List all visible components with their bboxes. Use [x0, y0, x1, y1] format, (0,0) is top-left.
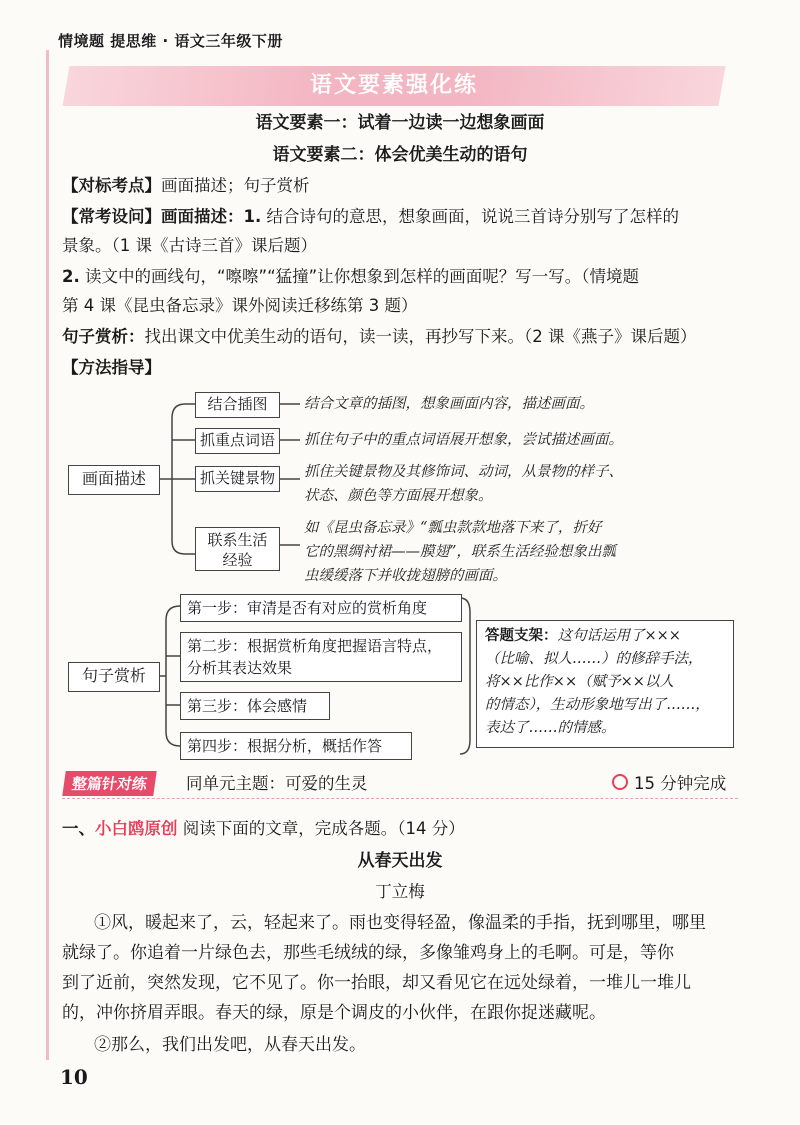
hm-item-2: 抓重点词语: [195, 428, 280, 454]
hm-desc-4-l3: 虫缓缓落下并收拢翅膀的画面。: [304, 568, 507, 584]
article-author: 丁立梅: [375, 882, 425, 901]
q1-instruction: 阅读下面的文章，完成各题。（14 分）: [182, 819, 465, 838]
jz-step-3: 第三步：体会感情: [180, 692, 330, 720]
article-paragraph-1: [62, 908, 752, 1028]
jz-step-2: [180, 632, 462, 682]
practice-time: 15 分钟完成: [634, 774, 727, 793]
jz-step-1: 第一步：审清是否有对应的赏析角度: [180, 594, 462, 622]
jz-step-2-l1: 第二步：根据赏析角度把握语言特点，: [187, 637, 443, 655]
answer-l1: 这句话运用了×××: [557, 628, 681, 644]
q3-label: 句子赏析：: [62, 327, 145, 346]
p1-l1: ①风，暖起来了，云，轻起来了。雨也变得轻盈，像温柔的手指，抚到哪里，哪里: [94, 913, 706, 933]
jz-step-2-l2: 分析其表达效果: [187, 659, 293, 677]
element-one: 语文要素一：试着一边读一边想象画面: [255, 113, 545, 133]
q1-label: 画面描述：: [161, 207, 244, 226]
article-paragraph-2: ②那么，我们出发吧，从春天出发。: [94, 1035, 366, 1055]
running-header: 情境题 提思维 · 语文三年级下册: [58, 32, 283, 50]
hm-item-1: 结合插图: [195, 392, 280, 418]
q3-text: 找出课文中优美生动的语句，读一读，再抄写下来。（2 课《燕子》课后题）: [144, 327, 697, 346]
hm-desc-4-l2: 它的黑绸衬裙——膜翅”，联系生活经验想象出瓢: [304, 544, 616, 560]
q2-text: 读文中的画线句，“嚓嚓”“猛撞”让你想象到怎样的画面呢？写一写。（情境题: [85, 267, 639, 286]
q1-number: 一、: [62, 819, 95, 838]
answer-frame: [476, 620, 734, 748]
hm-root-box: 画面描述: [68, 465, 160, 495]
jz-step-4: 第四步：根据分析，概括作答: [180, 732, 412, 760]
hm-desc-3: [304, 460, 623, 508]
answer-l4: 的情态），生动形象地写出了……，: [485, 697, 710, 713]
sheji-label: 【常考设问】: [62, 207, 161, 226]
hm-desc-4: [304, 516, 616, 588]
hm-item-3: 抓关键景物: [195, 466, 280, 492]
article-title: 从春天出发: [357, 851, 443, 871]
fangfa-label: 【方法指导】: [62, 358, 161, 377]
q1-text: 结合诗句的意思，想象画面，说说三首诗分别写了怎样的: [266, 207, 679, 226]
q2-num: 2.: [62, 267, 80, 286]
answer-label: 答题支架：: [485, 628, 558, 644]
q2-text-2: 第 4 课《昆虫备忘录》课外阅读迁移练第 3 题）: [62, 296, 418, 315]
answer-l2: （比喻、拟人……）的修辞手法，: [485, 651, 703, 667]
hm-desc-1: 结合文章的插图，想象画面内容，描述画面。: [304, 396, 594, 412]
jz-bracket: [166, 606, 180, 746]
jz-root-box: 句子赏析: [68, 662, 160, 692]
answer-line-1: [485, 625, 725, 648]
kaodian-label: 【对标考点】: [62, 176, 161, 195]
hm-item-4-line1: 联系生活: [207, 531, 268, 549]
clock-icon: [612, 774, 628, 790]
q1-line: [62, 818, 465, 840]
kaodian-text: 画面描述；句子赏析: [161, 176, 310, 195]
page-number: 10: [60, 1065, 88, 1089]
hm-desc-4-l1: 如《昆虫备忘录》“瓢虫款款地落下来了，折好: [304, 520, 602, 536]
practice-theme: 同单元主题：可爱的生灵: [186, 774, 368, 793]
banner-title: 语文要素强化练: [309, 73, 478, 98]
answer-l5: 表达了……的情感。: [485, 720, 616, 736]
hm-item-4: [195, 527, 280, 571]
q1-tag: 小白鸥原创: [95, 819, 178, 838]
q1-text-2: 景象。（1 课《古诗三首》课后题）: [62, 236, 317, 255]
practice-tag: 整篇针对练: [62, 771, 157, 796]
p1-l2: 就绿了。你追着一片绿色去，那些毛绒绒的绿，多像雏鸡身上的毛啊。可是，等你: [62, 943, 674, 963]
hm-desc-3-l1: 抓住关键景物及其修饰词、动词，从景物的样子、: [304, 464, 623, 480]
q1-num: 1.: [243, 207, 262, 226]
hm-desc-3-l2: 状态、颜色等方面展开想象。: [304, 488, 493, 504]
p1-l4: 的，冲你挤眉弄眼。春天的绿，原是个调皮的小伙伴，在跟你捉迷藏呢。: [62, 1003, 606, 1023]
hm-desc-2: 抓住句子中的重点词语展开想象，尝试描述画面。: [304, 432, 623, 448]
element-two: 语文要素二：体会优美生动的语句: [272, 145, 528, 165]
answer-l3: 将××比作××（赋予××以人: [485, 674, 674, 690]
p1-l3: 到了近前，突然发现，它不见了。你一抬眼，却又看见它在远处绿着，一堆儿一堆儿: [62, 973, 691, 993]
hm-item-4-line2: 经验: [222, 551, 253, 569]
